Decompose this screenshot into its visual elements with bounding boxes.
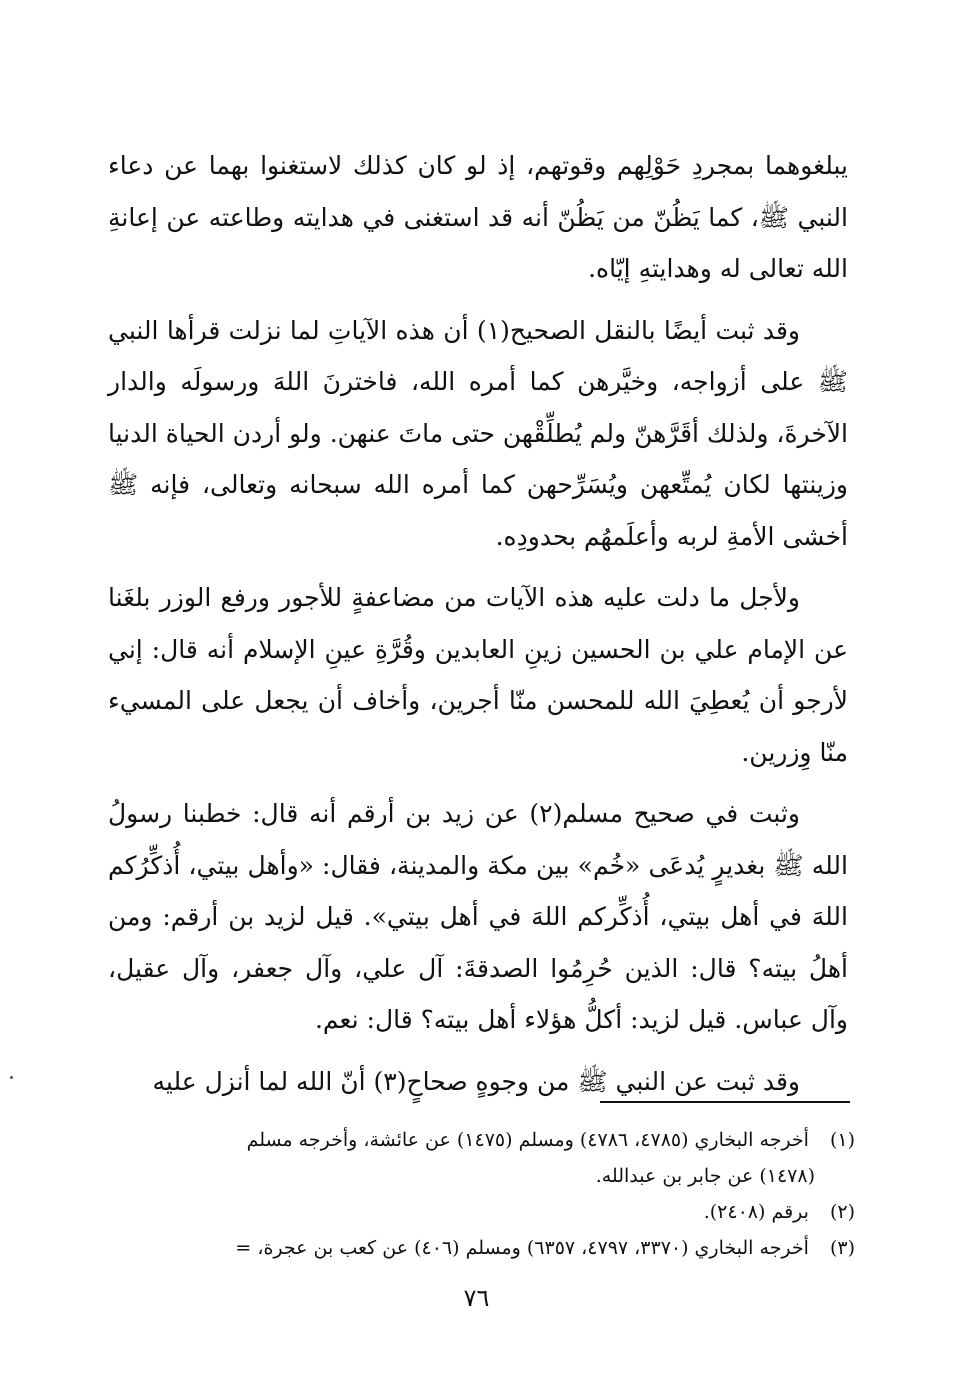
page-number: ٧٦ — [463, 1284, 490, 1312]
footnote-2 — [100, 1194, 855, 1230]
paragraph-4: وثبت في صحيح مسلم(٢) عن زيد بن أرقم أنه قال: خطبنا رسولُ الله ﷺ بغديرٍ يُدعَى «خُم» بين مكة والمدينة، فقال: «وأهل بيتي، أُذكِّرُكم اللهَ في أهل بيتي، أُذكِّركم اللهَ في أهل بيتي». قيل لزيد بن أرقم: ومن أهلُ بيته؟ قال: الذين حُرِمُوا الصدقةَ: آل علي، وآل جعفر، وآل عقيل، وآل عباس. قيل لزيد: أكلُّ هؤلاء أهل بيته؟ قال: نعم. — [108, 799, 848, 1034]
footnote-text: أخرجه البخاري (٤٧٨٥، ٤٧٨٦) ومسلم (١٤٧٥) عن عائشة، وأخرجه مسلم — [246, 1129, 809, 1151]
paragraph-3: ولأجل ما دلت عليه هذه الآيات من مضاعفةٍ للأجور ورفع الوزر بلغَنا عن الإمام علي بن الحسين زينِ العابدين وقُرَّةِ عينِ الإسلام أنه قال: إني لأرجو أن يُعطِيَ الله للمحسن منّا أجرين، وأخاف أن يجعل على المسيء منّا وِزرين. — [108, 583, 848, 767]
main-text — [108, 140, 848, 1117]
footnote-1-continued — [100, 1158, 855, 1194]
footnote-number: (١) — [829, 1129, 855, 1151]
footnote-text: (١٤٧٨) عن جابر بن عبدالله. — [595, 1165, 815, 1187]
paragraph-2: وقد ثبت أيضًا بالنقل الصحيح(١) أن هذه الآياتِ لما نزلت قرأها النبي ﷺ على أزواجه، وخيَّرهن كما أمره الله، فاخترنَ اللهَ ورسولَه والدار الآخرةَ، ولذلك أقَرَّهنّ ولم يُطلِّقْهن حتى ماتَ عنهن. ولو أردن الحياة الدنيا وزينتها لكان يُمتِّعهن ويُسَرِّحهن كما أمره الله سبحانه وتعالى، فإنه ﷺ أخشى الأمةِ لربه وأعلَمهُم بحدودِه. — [108, 315, 848, 551]
footnote-divider — [600, 1101, 850, 1103]
footnote-text: أخرجه البخاري (٣٣٧٠، ٤٧٩٧، ٦٣٥٧) ومسلم (٤٠٦) عن كعب بن عجرة، = — [235, 1237, 809, 1259]
footnote-number: (٣) — [829, 1237, 855, 1259]
footnotes — [100, 1122, 855, 1266]
paragraph-5: وقد ثبت عن النبي ﷺ من وجوهٍ صحاحٍ(٣) أنّ الله لما أنزل عليه — [152, 1066, 800, 1096]
footnote-text: برقم (٢٤٠٨). — [703, 1201, 809, 1223]
scan-speck — [10, 1076, 13, 1079]
footnote-3 — [100, 1230, 855, 1266]
paragraph-1: يبلغوهما بمجردِ حَوْلِهم وقوتهم، إذ لو كان كذلك لاستغنوا بهما عن دعاء النبي ﷺ، كما يَظُنّ من يَظُنّ أنه قد استغنى في هدايته وطاعته عن إعانةِ الله تعالى له وهدايتهِ إيّاه. — [108, 151, 848, 283]
footnote-1 — [100, 1122, 855, 1158]
footnote-number: (٢) — [829, 1201, 855, 1223]
